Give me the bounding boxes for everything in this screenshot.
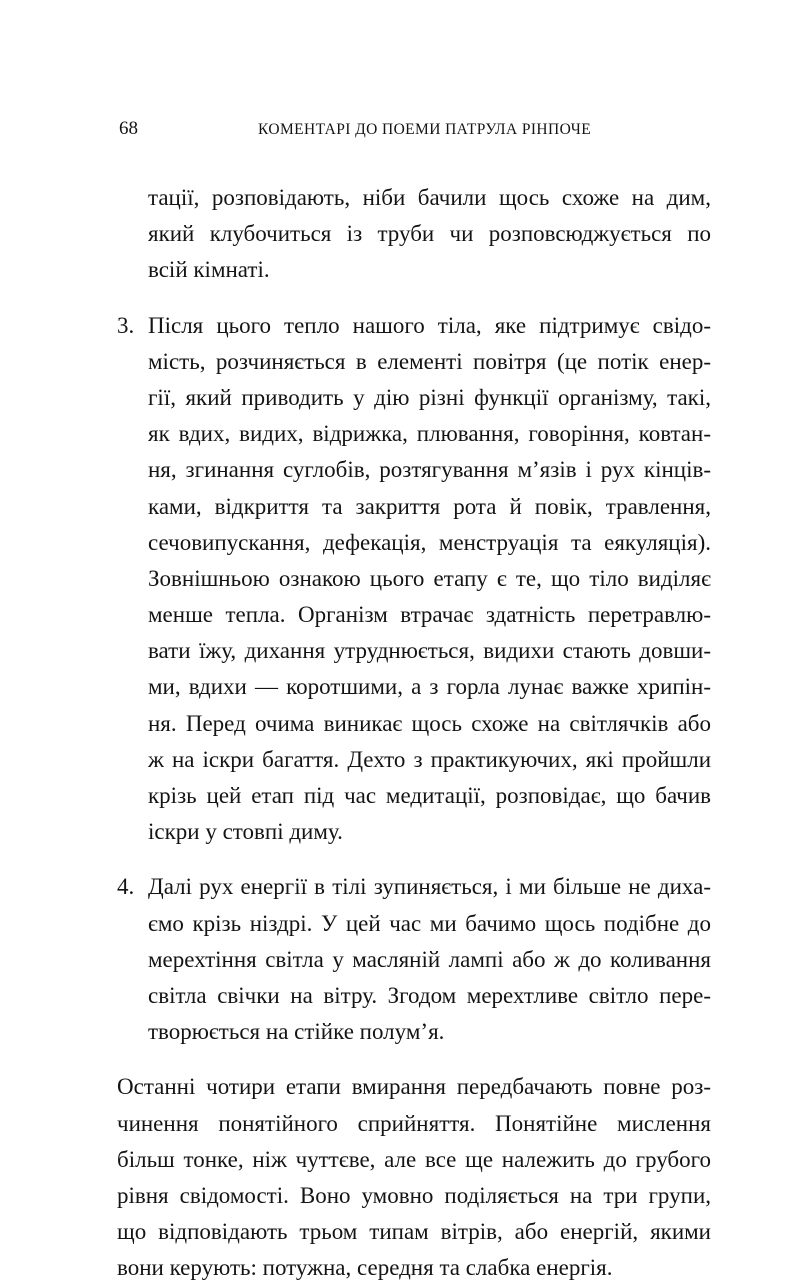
text-line: ємо крізь ніздрі. У цей час ми бачимо щось подібне до — [148, 910, 711, 936]
text-line: ми, вдихи — коротшими, а з горла лунає важке хрипін- — [148, 674, 711, 700]
text-line: ж на іскри багаття. Дехто з практикуючих, які пройшли — [148, 746, 711, 772]
text-line: вони керують: потужна, середня та слабка енергія. — [117, 1255, 613, 1281]
text-line: вати їжу, дихання утруднюється, видихи стають довши- — [148, 638, 711, 664]
page-number: 68 — [119, 118, 138, 139]
text-line: менше тепла. Організм втрачає здатність перетравлю- — [148, 602, 711, 628]
text-line: ня, згинання суглобів, розтягування м’язів і рух кінців- — [148, 457, 711, 483]
body-text — [117, 180, 711, 1286]
text-line: мерехтіння світла у масляній лампі або ж до коливання — [148, 946, 711, 972]
text-line: мість, розчиняється в елементі повітря (це потік енер- — [148, 348, 711, 374]
text-line: гії, який приводить у дію різні функції організму, такі, — [148, 384, 711, 410]
text-line: ня. Перед очима виникає щось схоже на світлячків або — [148, 710, 711, 736]
text-line: ками, відкриття та закриття рота й повік, травлення, — [148, 493, 711, 519]
page-header — [119, 118, 709, 144]
text-line: що відповідають трьом типам вітрів, або енергій, якими — [117, 1219, 711, 1245]
closing-paragraph — [117, 1069, 711, 1286]
text-line: рівня свідомості. Воно умовно поділяється на три групи, — [117, 1182, 711, 1208]
text-line: крізь цей етап під час медитації, розповідає, що бачив — [148, 783, 711, 808]
text-line: Останні чотири етапи вмирання передбачають повне роз- — [117, 1074, 711, 1100]
running-head: КОМЕНТАРІ ДО ПОЕМИ ПАТРУЛА РІНПОЧЕ — [258, 121, 592, 138]
list-item-number: 3. — [117, 312, 135, 338]
text-line: більш тонке, ніж чуттєве, але все ще належить до грубого — [117, 1146, 711, 1172]
text-line: чинення понятійного сприйняття. Понятійне мислення — [117, 1110, 711, 1136]
text-line: світла свічки на вітру. Згодом мерехтливе світло пере- — [148, 982, 711, 1008]
text-line: який клубочиться із труби чи розповсюджується по — [148, 221, 711, 247]
text-line: Зовнішньою ознакою цього етапу є те, що тіло виділяє — [148, 565, 711, 591]
text-line: сечовипускання, дефекація, менструація та еякуляція). — [148, 529, 711, 555]
text-line: тації, розповідають, ніби бачили щось схоже на дим, — [148, 185, 711, 210]
text-line: Далі рух енергії в тілі зупиняється, і ми більше не диха- — [148, 874, 711, 900]
text-line: Після цього тепло нашого тіла, яке підтримує свідо- — [148, 312, 711, 338]
text-line: всій кімнаті. — [148, 257, 270, 283]
continuation-paragraph — [117, 180, 711, 289]
list-item-number: 4. — [117, 874, 135, 900]
text-line: творюється на стійке полум’я. — [148, 1019, 445, 1045]
list-item-4 — [117, 869, 711, 1050]
text-line: як вдих, видих, відрижка, плювання, говоріння, ковтан- — [148, 421, 711, 447]
text-line: іскри у стовпі диму. — [148, 819, 343, 845]
list-item-3 — [117, 308, 711, 851]
